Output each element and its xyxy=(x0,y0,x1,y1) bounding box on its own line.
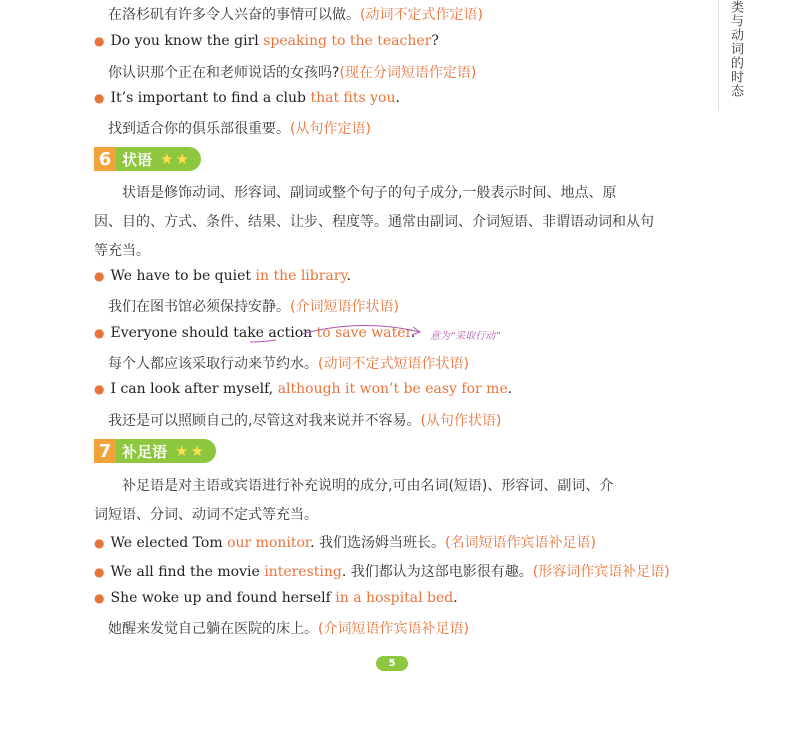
star-icon: ★★ xyxy=(175,442,206,460)
example-sentence: ● She woke up and found herself in a hospital bed. xyxy=(94,590,458,606)
example-sentence: ● We elected Tom our monitor. 我们选汤姆当班长。(名词短语作宾语补足语) xyxy=(94,535,596,551)
example-translation: 我还是可以照顾自己的,尽管这对我来说并不容易。(从句作状语) xyxy=(108,413,502,429)
bullet-icon: ● xyxy=(94,591,105,605)
bullet-icon: ● xyxy=(94,34,105,48)
example-translation: 每个人都应该采取行动来节约水。(动词不定式短语作状语) xyxy=(108,356,469,372)
section-number: 7 xyxy=(94,439,116,463)
bullet-icon: ● xyxy=(94,565,105,579)
example-translation: 找到适合你的俱乐部很重要。(从句作定语) xyxy=(108,121,371,137)
section-title: 补足语 ★★ xyxy=(116,439,216,463)
bullet-icon: ● xyxy=(94,91,105,105)
intro-line: 词短语、分词、动词不定式等充当。 xyxy=(94,507,318,523)
example-translation: 你认识那个正在和老师说话的女孩吗?(现在分词短语作定语) xyxy=(108,65,477,81)
intro-line: 因、目的、方式、条件、结果、让步、程度等。通常由副词、介词短语、非谓语动词和从句 xyxy=(94,214,654,230)
example-translation: 在洛杉矶有许多令人兴奋的事情可以做。(动词不定式作定语) xyxy=(108,7,483,23)
side-chapter-tab: 类与动词的时态 xyxy=(728,0,743,98)
example-sentence: ● Do you know the girl speaking to the teacher? xyxy=(94,33,439,49)
bullet-icon: ● xyxy=(94,536,105,550)
bullet-icon: ● xyxy=(94,382,105,396)
bullet-icon: ● xyxy=(94,326,105,340)
example-sentence: ● It’s important to find a club that fits you. xyxy=(94,90,400,106)
page-number: 5 xyxy=(376,656,408,671)
intro-line: 补足语是对主语或宾语进行补充说明的成分,可由名词(短语)、形容词、副词、介 xyxy=(122,478,614,494)
section-title: 状语 ★★ xyxy=(116,147,201,171)
section-heading xyxy=(94,439,216,463)
example-sentence: ● We have to be quiet in the library. xyxy=(94,268,351,284)
intro-line: 状语是修饰动词、形容词、副词或整个句子的句子成分,一般表示时间、地点、原 xyxy=(122,185,617,201)
bullet-icon: ● xyxy=(94,269,105,283)
star-icon: ★★ xyxy=(160,150,191,168)
side-rule xyxy=(718,0,719,110)
section-heading xyxy=(94,147,201,171)
example-translation: 她醒来发觉自己躺在医院的床上。(介词短语作宾语补足语) xyxy=(108,621,469,637)
handwritten-underline-arrow xyxy=(250,318,430,348)
intro-line: 等充当。 xyxy=(94,243,150,259)
example-sentence: ● I can look after myself, although it won’t be easy for me. xyxy=(94,381,513,397)
handwritten-note: 意为“采取行动” xyxy=(430,331,501,342)
example-translation: 我们在图书馆必须保持安静。(介词短语作状语) xyxy=(108,299,399,315)
example-sentence: ● We all find the movie interesting. 我们都认为这部电影很有趣。(形容词作宾语补足语) xyxy=(94,564,670,580)
section-number: 6 xyxy=(94,147,116,171)
example-sentence: ● Everyone should take action to save water. xyxy=(94,325,416,341)
